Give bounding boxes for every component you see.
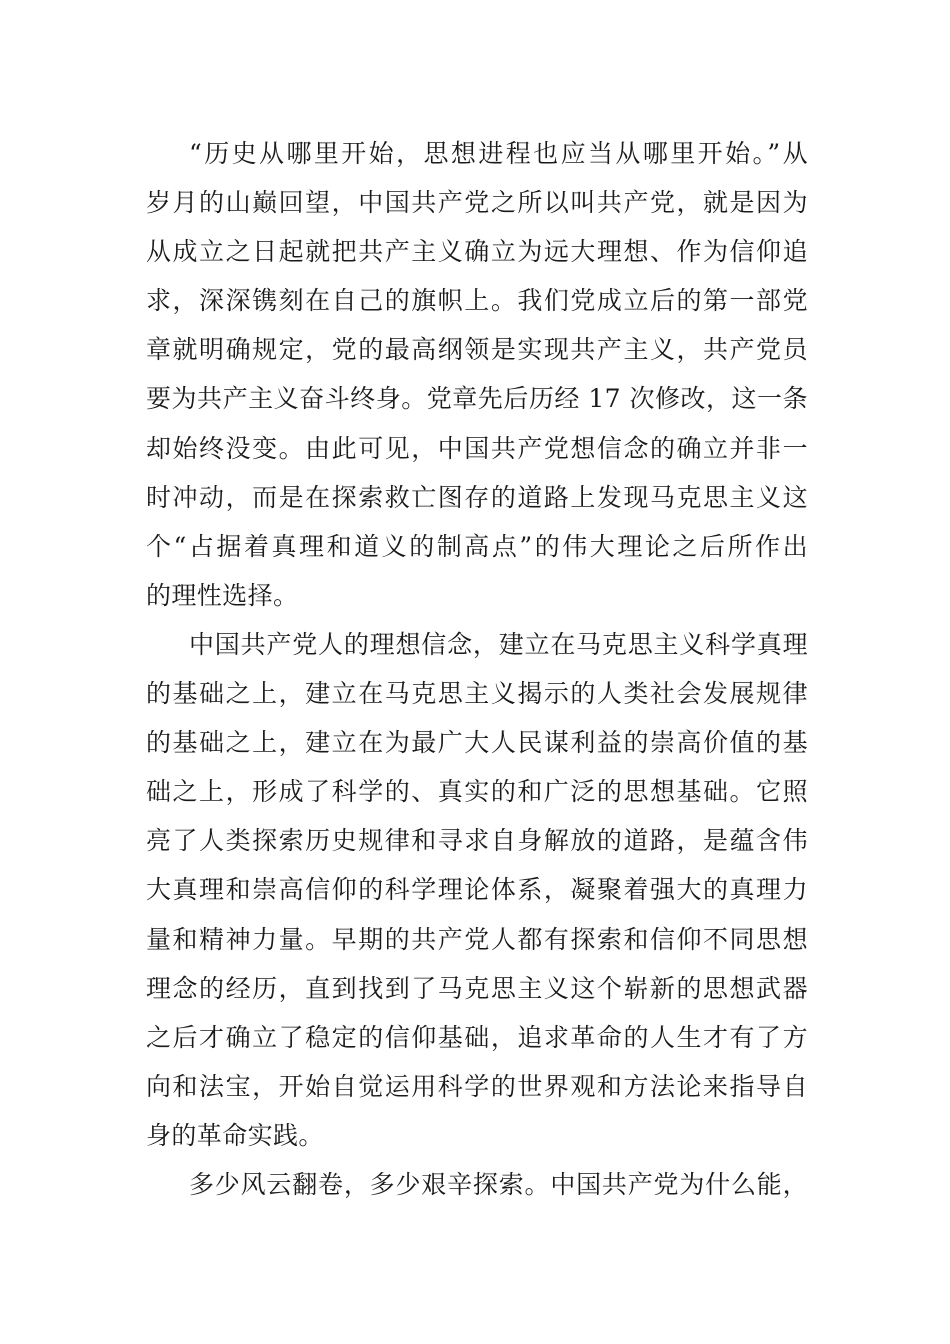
paragraph-2-line-9: 之后才确立了稳定的信仰基础，追求革命的人生才有了方: [146, 1022, 808, 1052]
paragraph-2-line-4: 础之上，形成了科学的、真实的和广泛的思想基础。它照: [146, 777, 808, 807]
paragraph-2-line-10: 向和法宝，开始自觉运用科学的世界观和方法论来指导自: [146, 1071, 808, 1101]
paragraph-2-line-1: 中国共产党人的理想信念，建立在马克思主义科学真理: [189, 629, 808, 659]
paragraph-2-line-2: 的基础之上，建立在马克思主义揭示的人类社会发展规律: [146, 679, 808, 709]
paragraph-1-line-4: 求，深深镌刻在自己的旗帜上。我们党成立后的第一部党: [146, 286, 808, 316]
paragraph-1-line-2: 岁月的山巅回望，中国共产党之所以叫共产党，就是因为: [146, 188, 808, 218]
paragraph-1-line-8: 时冲动，而是在探索救亡图存的道路上发现马克思主义这: [146, 482, 808, 512]
body-text: [146, 129, 808, 1209]
paragraph-1-line-7: 却始终没变。由此可见，中国共产党想信念的确立并非一: [146, 433, 808, 463]
paragraph-1-line-6: 要为共产主义奋斗终身。党章先后历经 17 次修改，这一条: [146, 384, 808, 414]
paragraph-1-line-1: “历史从哪里开始，思想进程也应当从哪里开始。”从: [189, 139, 808, 168]
paragraph-2-line-3: 的基础之上，建立在为最广大人民谋利益的崇高价值的基: [146, 728, 808, 758]
paragraph-2-line-8: 理念的经历，直到找到了马克思主义这个崭新的思想武器: [146, 973, 808, 1003]
paragraph-1-line-3: 从成立之日起就把共产主义确立为远大理想、作为信仰追: [146, 237, 808, 267]
paragraph-3-line-1: 多少风云翻卷，多少艰辛探索。中国共产党为什么能，: [189, 1169, 808, 1199]
paragraph-2-line-5: 亮了人类探索历史规律和寻求自身解放的道路，是蕴含伟: [146, 826, 808, 856]
paragraph-2-line-11: 身的革命实践。: [146, 1120, 324, 1150]
paragraph-2-line-7: 量和精神力量。早期的共产党人都有探索和信仰不同思想: [146, 924, 808, 954]
paragraph-1-line-9: 个“占据着真理和道义的制高点”的伟大理论之后所作出: [146, 531, 808, 561]
paragraph-2-line-6: 大真理和崇高信仰的科学理论体系，凝聚着强大的真理力: [146, 875, 808, 905]
paragraph-1-line-10: 的理性选择。: [146, 580, 299, 610]
paragraph-1-line-5: 章就明确规定，党的最高纲领是实现共产主义，共产党员: [146, 335, 808, 365]
